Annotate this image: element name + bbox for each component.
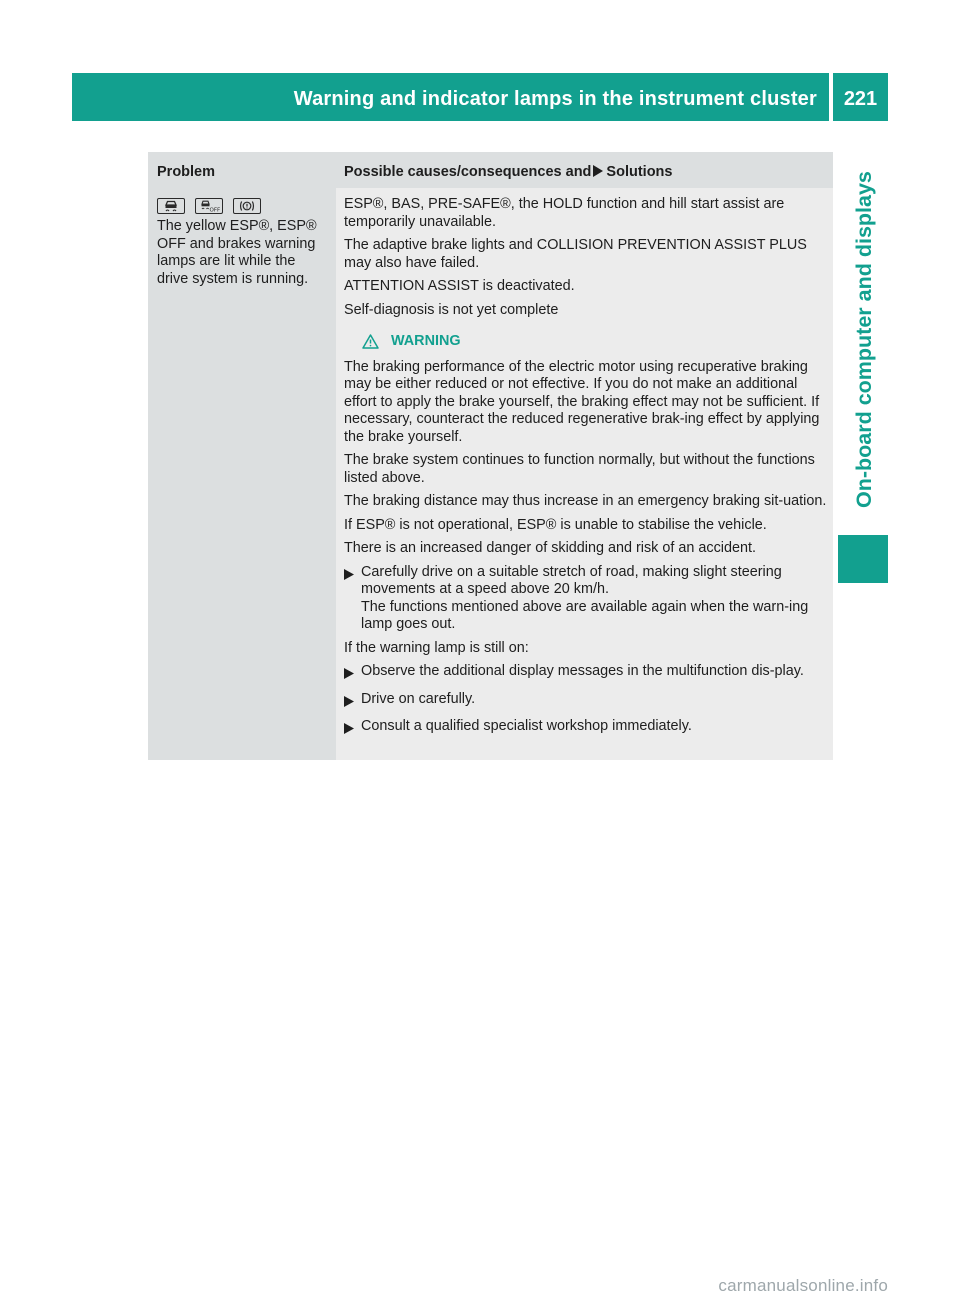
problem-cell bbox=[148, 188, 336, 760]
solution-paragraph: ESP®, BAS, PRE-SAFE®, the HOLD function and hill start assist are temporarily unavailable. bbox=[344, 196, 785, 230]
warning-paragraph: If ESP® is not operational, ESP® is unable to stabilise the vehicle. bbox=[344, 516, 767, 533]
warning-triangle-icon bbox=[362, 334, 379, 349]
warning-paragraph: The brake system continues to function normally, but without the functions listed above. bbox=[344, 452, 815, 486]
side-tab-block bbox=[838, 535, 888, 583]
action-step-text: Drive on carefully. bbox=[361, 690, 476, 707]
action-step-text: Consult a qualified specialist workshop immediately. bbox=[361, 718, 692, 734]
action-step-text: Carefully drive on a suitable stretch of road, making slight steering movements at a speed above 20 km/h. bbox=[361, 563, 782, 597]
warning-table bbox=[148, 152, 833, 760]
esp-off-icon bbox=[195, 198, 223, 214]
action-step bbox=[344, 663, 827, 685]
action-arrow-icon bbox=[593, 165, 603, 177]
condition-text: If the warning lamp is still on: bbox=[344, 639, 529, 656]
brake-warning-icon bbox=[233, 198, 261, 214]
solution-paragraph: Self-diagnosis is not yet complete bbox=[344, 301, 559, 318]
action-arrow-icon bbox=[344, 691, 361, 713]
column-header-solutions-post: Solutions bbox=[606, 164, 673, 180]
solution-paragraph: The adaptive brake lights and COLLISION PREVENTION ASSIST PLUS may also have failed. bbox=[344, 237, 807, 271]
action-arrow-icon bbox=[344, 718, 361, 740]
svg-text:OFF: OFF bbox=[209, 207, 221, 214]
action-step-note: The functions mentioned above are available again when the warn-ing lamp goes out. bbox=[361, 598, 809, 632]
header-bar bbox=[72, 73, 829, 121]
action-step bbox=[344, 564, 827, 634]
warning-paragraph: The braking performance of the electric motor using recuperative braking may be either reduced or not effective. If you do not make an additional effort to apply the brake yourself, the braking effect may not be sufficient. If necessary, counteract the reduced regenerative brak-ing effect by applying the brake yourself. bbox=[344, 358, 820, 445]
footer-watermark: carmanualsonline.info bbox=[718, 1276, 888, 1295]
page-title: Warning and indicator lamps in the instrument cluster bbox=[293, 88, 817, 110]
action-step bbox=[344, 691, 827, 713]
warning-label: WARNING bbox=[391, 333, 461, 349]
lamp-icons bbox=[157, 198, 328, 214]
page-number-box bbox=[833, 73, 888, 121]
problem-text: The yellow ESP®, ESP® OFF and brakes warning lamps are lit while the drive system is running. bbox=[157, 218, 317, 287]
solution-cell bbox=[336, 188, 833, 760]
action-arrow-icon bbox=[344, 663, 361, 685]
warning-paragraph: There is an increased danger of skidding and risk of an accident. bbox=[344, 540, 756, 556]
column-header-problem: Problem bbox=[157, 164, 216, 180]
column-header-solutions-pre: Possible causes/consequences and bbox=[344, 164, 592, 180]
warning-heading bbox=[362, 333, 827, 351]
warning-paragraph: The braking distance may thus increase in an emergency braking sit-uation. bbox=[344, 493, 827, 509]
page-number: 221 bbox=[843, 88, 878, 110]
action-arrow-icon bbox=[344, 564, 361, 634]
side-tab-label: On-board computer and displays bbox=[852, 171, 876, 508]
action-step-text: Observe the additional display messages in the multifunction dis-play. bbox=[361, 663, 804, 679]
table-header bbox=[148, 152, 833, 188]
action-step bbox=[344, 718, 827, 740]
table-row bbox=[148, 188, 833, 760]
esp-icon bbox=[157, 198, 185, 214]
column-header-solutions bbox=[336, 152, 833, 188]
solution-paragraph: ATTENTION ASSIST is deactivated. bbox=[344, 278, 575, 294]
